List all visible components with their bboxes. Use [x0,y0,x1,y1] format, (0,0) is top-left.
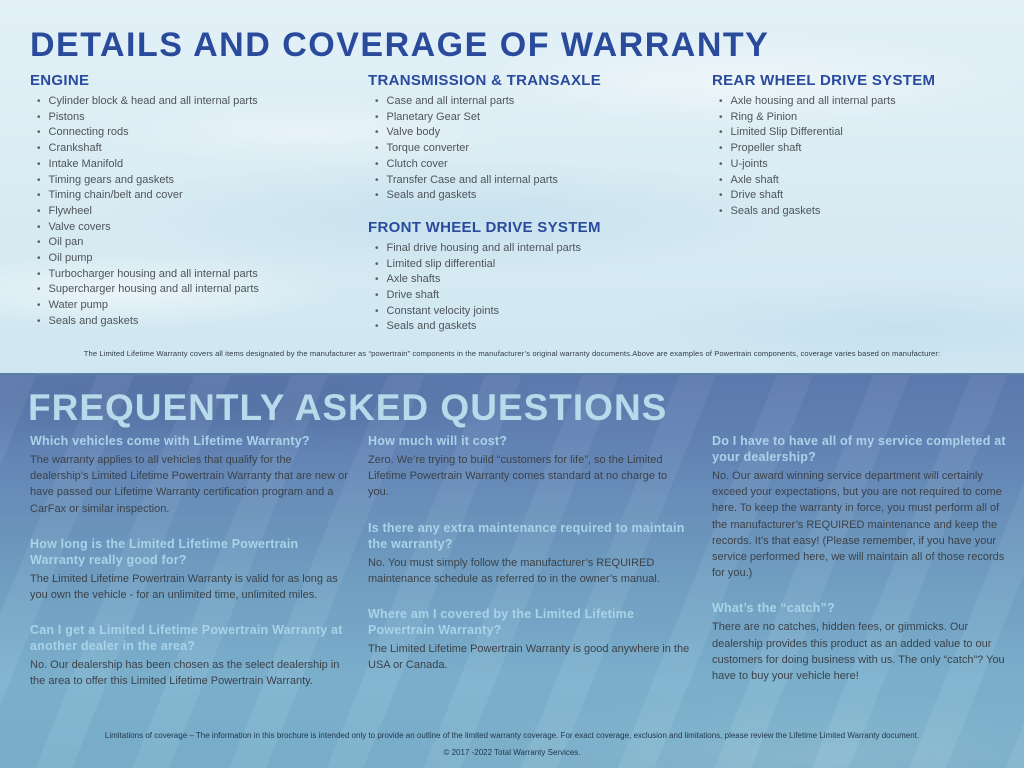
bullet-icon: • [37,315,41,327]
list-item-text: Transfer Case and all internal parts [386,173,558,186]
faq-question: Which vehicles come with Lifetime Warranty? [30,434,310,448]
list-item [30,235,362,251]
bullet-icon: • [375,158,379,170]
list-item [30,282,362,298]
faq-item [712,433,1016,581]
footer [0,731,1024,757]
footer-copyright-text: © 2017 -2022 Total Warranty Services. [443,748,581,757]
bullet-icon: • [375,143,379,155]
bullet-icon: • [37,205,41,217]
faq-item [368,433,690,501]
list-item [30,173,362,189]
faq-question: Do I have to have all of my service completed at your dealership? [712,434,1006,464]
rear-wheel-drive-section [712,72,1014,220]
list-item-text: Cylinder block & head and all internal parts [48,95,258,107]
bullet-icon: • [375,274,379,286]
bullet-icon: • [37,253,41,265]
bullet-icon: • [719,174,723,186]
faq-item [30,622,348,689]
list-item-text: Case and all internal parts [386,95,515,107]
list-item-text: Oil pan [48,236,84,249]
front-wheel-drive-section [368,219,702,335]
faq-answer: The Limited Lifetime Powertrain Warranty is valid for as long as you own the vehicle - for an unlimited time, unlimited miles. [30,572,338,602]
bullet-icon: • [375,96,379,107]
list-item-text: Valve body [386,126,441,139]
faq-answer: Zero. We’re trying to build “customers for life”, so the Limited Lifetime Powertrain Warranty comes standard at no charge to you. [368,454,668,499]
list-item [368,272,702,288]
list-item [712,110,1014,126]
faq-section [0,373,1024,768]
list-item-text: Connecting rods [48,126,129,139]
engine-section [30,72,362,330]
list-item [368,157,702,173]
page-title: DETAILS AND COVERAGE OF WARRANTY [30,26,770,64]
faq-title: FREQUENTLY ASKED QUESTIONS [28,387,668,428]
rear-wheel-drive-heading: REAR WHEEL DRIVE SYSTEM [712,72,936,89]
bullet-icon: • [719,143,723,155]
list-item [368,241,702,257]
engine-list [30,94,362,330]
rear-wheel-drive-list [712,94,1014,220]
bullet-icon: • [719,190,723,202]
list-item [368,125,702,141]
list-item [30,157,362,173]
bullet-icon: • [37,237,41,249]
list-item-text: Drive shaft [386,289,440,302]
list-item-text: Axle housing and all internal parts [730,95,896,107]
bullet-icon: • [375,111,379,123]
faq-answer: The Limited Lifetime Powertrain Warranty is good anywhere in the USA or Canada. [368,643,690,672]
faq-answer: No. Our dealership has been chosen as the select dealership in the area to offer this Limited Lifetime Powertrain Warranty. [30,659,340,688]
bullet-icon: • [375,321,379,333]
list-item [30,141,362,157]
list-item-text: Supercharger housing and all internal parts [48,283,259,296]
list-item [368,188,702,204]
bullet-icon: • [375,290,379,302]
front-wheel-drive-heading: FRONT WHEEL DRIVE SYSTEM [368,218,601,236]
list-item-text: Crankshaft [48,142,102,155]
list-item [712,157,1014,173]
list-item [30,188,362,204]
faq-question: Is there any extra maintenance required to maintain the warranty? [368,520,685,551]
faq-question: Can I get a Limited Lifetime Powertrain Warranty at another dealer in the area? [30,623,343,654]
list-item [30,314,362,330]
bullet-icon: • [719,111,723,123]
list-item [30,251,362,267]
list-item [712,141,1014,157]
coverage-column-1 [30,72,362,330]
list-item-text: U-joints [730,157,768,170]
bullet-icon: • [37,221,41,233]
list-item-text: Pistons [48,110,85,123]
bullet-icon: • [37,268,41,280]
faq-answer: No. Our award winning service department will certainly exceed your expectations, but you are not required to come here. To keep the warranty in force, you must perform all of the manufacturer’s REQUIRED maintenance and keep the records. It’s that easy! (Please remember, if you have your service performed here, we will maintain all of those records for you.) [712,470,1005,580]
list-item-text: Timing gears and gaskets [48,173,175,186]
bullet-icon: • [37,174,41,186]
bullet-icon: • [37,143,41,155]
faq-question: What’s the “catch”? [712,601,835,616]
faq-question: Where am I covered by the Limited Lifetime Powertrain Warranty? [368,607,635,638]
list-item-text: Final drive housing and all internal parts [386,241,581,254]
list-item-text: Water pump [48,299,109,312]
coverage-column-3 [712,72,1014,220]
list-item [368,319,702,335]
faq-answer: There are no catches, hidden fees, or gimmicks. Our dealership provides this product as an added value to our customers for doing business with us. The only “catch”? You have to buy your vehicle here! [712,621,1005,683]
faq-question: How much will it cost? [368,434,508,448]
faq-column-2 [368,433,690,673]
faq-item [30,536,348,603]
list-item-text: Valve covers [48,220,111,233]
list-item-text: Limited Slip Differential [730,126,843,139]
bullet-icon: • [375,258,379,270]
bullet-icon: • [719,127,723,139]
list-item [712,204,1014,220]
engine-heading: ENGINE [30,72,90,89]
bullet-icon: • [37,284,41,296]
faq-answer: The warranty applies to all vehicles that qualify for the dealership’s Limited Lifetime Powertrain Warranty that are new or have passed our Lifetime Warranty certification program and a CarFax or similar inspection. [30,454,348,515]
bullet-icon: • [375,127,379,139]
bullet-icon: • [375,174,379,186]
list-item [368,94,702,110]
list-item [712,94,1014,110]
list-item-text: Drive shaft [730,189,784,202]
faq-item [368,520,690,587]
coverage-fine-print: The Limited Lifetime Warranty covers all items designated by the manufacturer as “powertrain” components in the manufacturer’s original warranty documents.Above are examples of Powertrain components, coverage varies based on manufacturer: [83,349,941,358]
front-wheel-drive-list [368,241,702,335]
bullet-icon: • [37,300,41,312]
list-item [30,220,362,236]
list-item [712,125,1014,141]
list-item [30,204,362,220]
list-item [368,288,702,304]
list-item-text: Torque converter [386,142,470,155]
coverage-column-2 [368,72,702,335]
list-item-text: Seals and gaskets [48,314,139,327]
faq-item [368,606,690,673]
bullet-icon: • [37,158,41,170]
list-item [368,304,702,320]
bullet-icon: • [375,190,379,202]
transmission-section [368,72,702,204]
list-item [368,257,702,273]
bullet-icon: • [37,111,41,123]
bullet-icon: • [37,190,41,202]
list-item-text: Limited slip differential [386,257,496,270]
faq-item [30,433,348,517]
footer-limitations-text: Limitations of coverage – The information in this brochure is intended only to provide an outline of the limited warranty coverage. For exact coverage, exclusion and limitations, please review the Lifetime Limited Warranty document. [104,731,920,740]
list-item-text: Constant velocity joints [386,304,500,317]
list-item [30,125,362,141]
transmission-heading: TRANSMISSION & TRANSAXLE [368,72,602,89]
list-item-text: Seals and gaskets [386,189,477,202]
list-item [30,110,362,126]
list-item-text: Oil pump [48,252,93,265]
list-item-text: Intake Manifold [48,157,124,170]
list-item [712,188,1014,204]
list-item-text: Timing chain/belt and cover [48,189,183,202]
bullet-icon: • [719,205,723,217]
list-item [368,173,702,189]
list-item-text: Planetary Gear Set [386,110,481,123]
bullet-icon: • [375,305,379,317]
transmission-list [368,94,702,204]
list-item-text: Axle shaft [730,173,779,186]
list-item-text: Clutch cover [386,157,448,170]
list-item [30,94,362,110]
list-item-text: Seals and gaskets [730,204,821,217]
bullet-icon: • [37,96,41,107]
bullet-icon: • [719,158,723,170]
bullet-icon: • [37,127,41,139]
list-item [368,110,702,126]
list-item [30,267,362,283]
bullet-icon: • [375,242,379,254]
list-item [30,298,362,314]
list-item [368,141,702,157]
list-item-text: Flywheel [48,204,92,217]
list-item-text: Propeller shaft [730,142,802,155]
faq-column-1 [30,433,348,690]
list-item-text: Ring & Pinion [730,110,798,123]
faq-item [712,600,1016,684]
bullet-icon: • [719,96,723,107]
faq-question: How long is the Limited Lifetime Powertrain Warranty really good for? [30,536,299,567]
faq-answer: No. You must simply follow the manufacturer’s REQUIRED maintenance schedule as referred to in the owner’s manual. [368,556,660,585]
list-item [712,173,1014,189]
list-item-text: Axle shafts [386,273,441,286]
list-item-text: Seals and gaskets [386,320,477,333]
coverage-section [0,0,1024,373]
list-item-text: Turbocharger housing and all internal parts [48,267,258,280]
faq-column-3 [712,433,1016,684]
